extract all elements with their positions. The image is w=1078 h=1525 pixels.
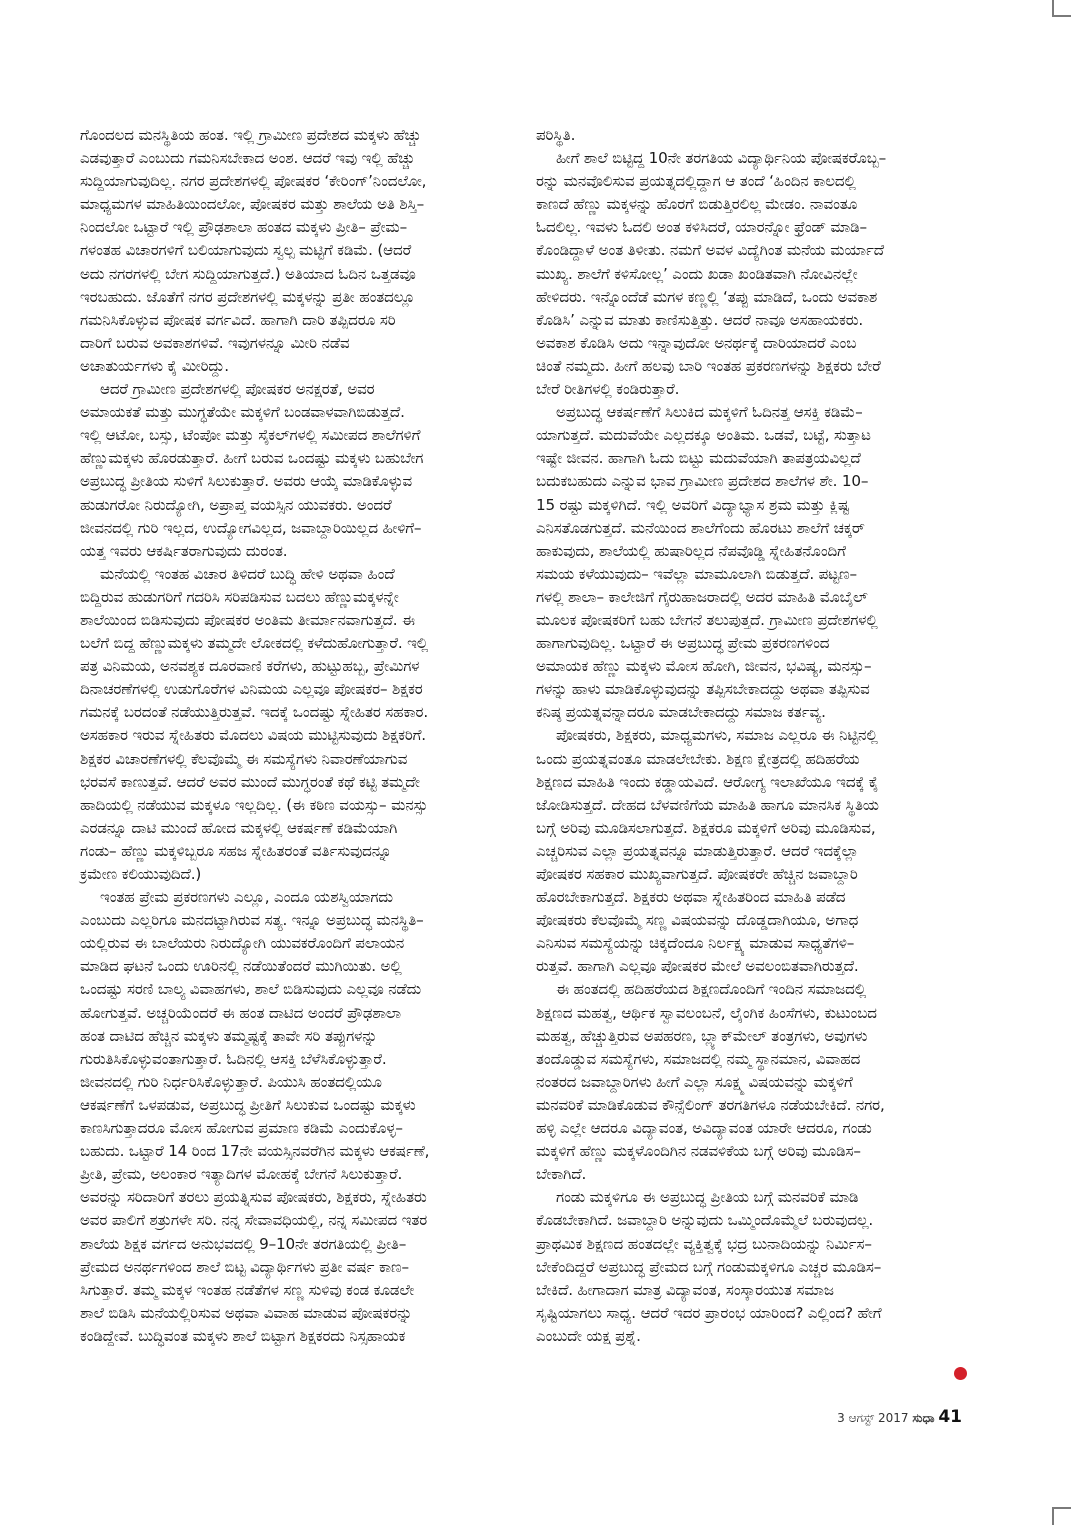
text-line: ಗೊಂದಲದ ಮನಸ್ಥಿತಿಯ ಹಂತ. ಇಲ್ಲಿ ಗ್ರಾಮೀಣ ಪ್ರದೇಶದ ಮಕ್ಕಳು ಹೆಚ್ಚು [80, 126, 422, 144]
text-line: ಎನಿಸತೊಡಗುತ್ತದೆ. ಮನೆಯಿಂದ ಶಾಲೆಗೆಂದು ಹೊರಟು ಶಾಲೆಗೆ ಚಕ್ಕರ್ [536, 518, 865, 537]
text-line: ಪ್ರಾಥಮಿಕ ಶಿಕ್ಷಣದ ಹಂತದಲ್ಲೇ ವ್ಯಕ್ತಿತ್ವಕ್ಕೆ ಭದ್ರ ಬುನಾದಿಯನ್ನು ನಿರ್ಮಿಸ– [536, 1234, 872, 1253]
text-line: ಶಿಕ್ಷಣದ ಮಹತ್ವ, ಆರ್ಥಿಕ ಸ್ವಾವಲಂಬನೆ, ಲೈಂಗಿಕ ಹಿಂಸೆಗಳು, ಕುಟುಂಬದ [536, 1003, 877, 1022]
text-line: ಎಚ್ಚರಿಸುವ ಎಲ್ಲಾ ಪ್ರಯತ್ನವನ್ನೂ ಮಾಡುತ್ತಿರುತ್ತಾರೆ. ಆದರೆ ಇದಕ್ಕೆಲ್ಲಾ [536, 841, 859, 860]
text-line: ನಂತರದ ಜವಾಬ್ದಾರಿಗಳು ಹೀಗೆ ಎಲ್ಲಾ ಸೂಕ್ಷ್ಮ ವಿಷಯವನ್ನು ಮಕ್ಕಳಿಗೆ [536, 1072, 853, 1091]
text-line: ಪೋಷಕರು, ಶಿಕ್ಷಕರು, ಮಾಧ್ಯಮಗಳು, ಸಮಾಜ ಎಲ್ಲರೂ ಈ ನಿಟ್ಟಿನಲ್ಲಿ [556, 726, 878, 745]
text-line: 15 ರಷ್ಟು ಮಕ್ಕಳಿಗಿದೆ. ಇಲ್ಲಿ ಅವರಿಗೆ ವಿದ್ಯಾಭ್ಯಾಸ ಶ್ರಮ ಮತ್ತು ಕ್ಲಿಷ್ಟ [536, 495, 850, 514]
text-line: ಯತ್ತ ಇವರು ಆಕರ್ಷಿತರಾಗುವುದು ದುರಂತ. [80, 541, 288, 560]
text-line: ಮುಖ್ಯ. ಶಾಲೆಗೆ ಕಳಿಸೋಲ್ಲ’ ಎಂದು ಖಡಾ ಖಂಡಿತವಾಗಿ ನೋವಿನಲ್ಲೇ [536, 264, 858, 283]
text-line: ಮಹತ್ವ, ಹೆಚ್ಚುತ್ತಿರುವ ಅಪಹರಣ, ಬ್ಲ್ಯಾಕ್‌ಮೇಲ್ ತಂತ್ರಗಳು, ಅವುಗಳು [536, 1026, 868, 1045]
crop-mark-bottom-right-vertical [1052, 1507, 1054, 1525]
text-line: ಗಮನಕ್ಕೆ ಬರದಂತೆ ನಡೆಯುತ್ತಿರುತ್ತವೆ. ಇದಕ್ಕೆ ಒಂದಷ್ಟು ಸ್ನೇಹಿತರ ಸಹಕಾರ. [80, 703, 428, 722]
text-line: ಶಿಕ್ಷಣದ ಮಾಹಿತಿ ಇಂದು ಕಡ್ಡಾಯವಿದೆ. ಆರೋಗ್ಯ ಇಲಾಖೆಯೂ ಇದಕ್ಕೆ ಕೈ [536, 772, 879, 791]
text-line: ಪೋಷಕರ ಸಹಕಾರ ಮುಖ್ಯವಾಗುತ್ತದೆ. ಪೋಷಕರೇ ಹೆಚ್ಚಿನ ಜವಾಬ್ದಾರಿ [536, 865, 858, 883]
text-line: ಹೇಳಿದರು. ಇನ್ನೊಂದೆಡೆ ಮಗಳ ಕಣ್ಣಲ್ಲಿ ‘ತಪ್ಪು ಮಾಡಿದೆ, ಒಂದು ಅವಕಾಶ [536, 287, 878, 306]
text-line: ಕಾಣಸಿಗುತ್ತಾದರೂ ಮೋಸ ಹೋಗುವ ಪ್ರಮಾಣ ಕಡಿಮೆ ಎಂದುಕೊಳ್ಳ– [80, 1119, 403, 1138]
text-line: ಸಿಗುತ್ತಾರೆ. ತಮ್ಮ ಮಕ್ಕಳ ಇಂತಹ ನಡೆತೆಗಳ ಸಣ್ಣ ಸುಳಿವು ಕಂಡ ಕೂಡಲೇ [80, 1280, 415, 1299]
text-line: ಹುಡುಗರೋ ನಿರುದ್ಯೋಗಿ, ಅಪ್ರಾಪ್ತ ವಯಸ್ಸಿನ ಯುವಕರು. ಅಂದರೆ [80, 495, 392, 514]
text-line: ದಾರಿಗೆ ಬರುವ ಅವಕಾಶಗಳಿವೆ. ಇವುಗಳನ್ನೂ ಮೀರಿ ನಡೆವ [80, 333, 350, 352]
text-line: ಬೇರೆ ರೀತಿಗಳಲ್ಲಿ ಕಂಡಿರುತ್ತಾರೆ. [536, 380, 680, 399]
text-line: ಗಳಲ್ಲಿ ಶಾಲಾ– ಕಾಲೇಜಿಗೆ ಗೈರುಹಾಜರಾದಲ್ಲಿ ಅದರ ಮಾಹಿತಿ ಮೊಬೈಲ್ [536, 587, 868, 606]
text-line: ಜೀವನದಲ್ಲಿ ಗುರಿ ಇಲ್ಲದ, ಉದ್ಯೋಗವಿಲ್ಲದ, ಜವಾಬ್ದಾರಿಯಿಲ್ಲದ ಹೀಳಿಗೆ– [80, 518, 422, 537]
text-line: ಅಪ್ರಬುದ್ಧ ಪ್ರೀತಿಯ ಸುಳಿಗೆ ಸಿಲುಕುತ್ತಾರೆ. ಅವರು ಆಯ್ಕೆ ಮಾಡಿಕೊಳ್ಳುವ [80, 472, 413, 491]
text-line: ಶಾಲೆಯಿಂದ ಬಿಡಿಸುವುದು ಪೋಷಕರ ಅಂತಿಮ ತೀರ್ಮಾನವಾಗುತ್ತದೆ. ಈ [80, 610, 416, 629]
text-line: ಪತ್ರ ವಿನಿಮಯ, ಅನವಶ್ಯಕ ದೂರವಾಣಿ ಕರೆಗಳು, ಹುಟ್ಟುಹಬ್ಬ, ಪ್ರೇಮಿಗಳ [80, 657, 420, 676]
text-line: ಬಗ್ಗೆ ಅರಿವು ಮೂಡಿಸಲಾಗುತ್ತದೆ. ಶಿಕ್ಷಕರೂ ಮಕ್ಕಳಿಗೆ ಅರಿವು ಮೂಡಿಸುವ, [536, 818, 876, 837]
text-line: ತಂದೊಡ್ಡುವ ಸಮಸ್ಯೆಗಳು, ಸಮಾಜದಲ್ಲಿ ನಮ್ಮ ಸ್ಥಾನಮಾನ, ವಿವಾಹದ [536, 1049, 861, 1068]
text-line: ಹೋಗುತ್ತವೆ. ಅಚ್ಚರಿಯೆಂದರೆ ಈ ಹಂತ ದಾಟಿದ ಅಂದರೆ ಪ್ರೌಢಶಾಲಾ [80, 1003, 401, 1022]
page-footer [837, 1407, 962, 1427]
article-column-right [536, 124, 968, 1348]
text-line: ಇಷ್ಟೇ ಜೀವನ. ಹಾಗಾಗಿ ಓದು ಬಿಟ್ಟು ಮದುವೆಯಾಗಿ ತಾಪತ್ರಯವಿಲ್ಲದೆ [536, 449, 861, 468]
text-line: ಮನವರಿಕೆ ಮಾಡಿಕೊಡುವ ಕೌನ್ಸೆಲಿಂಗ್ ತರಗತಿಗಳೂ ನಡೆಯಬೇಕಿದೆ. ನಗರ, [536, 1095, 885, 1114]
text-line: ಅವಕಾಶ ಕೊಡಿಸಿ ಅದು ಇನ್ನಾವುದೋ ಅನರ್ಥಕ್ಕೆ ದಾರಿಯಾದರೆ ಎಂಬ [536, 333, 857, 352]
crop-mark-top-right-horizontal [1052, 15, 1071, 17]
text-line: ಬಹುದು. ಒಟ್ಟಾರೆ 14 ರಿಂದ 17ನೇ ವಯಸ್ಸಿನವರೆಗಿನ ಮಕ್ಕಳು ಆಕರ್ಷಣೆ, [80, 1142, 430, 1161]
text-line: ಮೂಲಕ ಪೋಷಕರಿಗೆ ಬಹು ಬೇಗನೆ ತಲುಪುತ್ತದೆ. ಗ್ರಾಮೀಣ ಪ್ರದೇಶಗಳಲ್ಲಿ [536, 610, 878, 629]
text-line: ಜೋಡಿಸುತ್ತದೆ. ದೇಹದ ಬೆಳವಣಿಗೆಯ ಮಾಹಿತಿ ಹಾಗೂ ಮಾನಸಿಕ ಸ್ಥಿತಿಯ [536, 795, 879, 814]
text-line: ಶಾಲೆ ಬಿಡಿಸಿ ಮನೆಯಲ್ಲಿರಿಸುವ ಅಥವಾ ವಿವಾಹ ಮಾಡುವ ಪೋಷಕರನ್ನು [80, 1303, 413, 1322]
text-line: ಹಾಕುವುದು, ಶಾಲೆಯಲ್ಲಿ ಹುಷಾರಿಲ್ಲದ ನೆಪವೊಡ್ಡಿ ಸ್ನೇಹಿತನೊಂದಿಗೆ [536, 541, 846, 560]
text-line: ಯಲ್ಲಿರುವ ಈ ಬಾಲೆಯರು ನಿರುದ್ಯೋಗಿ ಯುವಕರೊಂದಿಗೆ ಪಲಾಯನ [80, 934, 405, 953]
text-line: ಅದು ನಗರಗಳಲ್ಲಿ ಬೇಗ ಸುದ್ದಿಯಾಗುತ್ತದೆ.) ಅತಿಯಾದ ಓದಿನ ಒತ್ತಡವೂ [80, 264, 416, 283]
end-of-article-dot-icon [954, 1367, 967, 1380]
text-line: ಈ ಹಂತದಲ್ಲಿ ಹದಿಹರೆಯದ ಶಿಕ್ಷಣದೊಂದಿಗೆ ಇಂದಿನ ಸಮಾಜದಲ್ಲಿ [556, 980, 867, 999]
text-line: ಮಕ್ಕಳಿಗೆ ಹೆಣ್ಣು ಮಕ್ಕಳೊಂದಿಗಿನ ನಡವಳಿಕೆಯ ಬಗ್ಗೆ ಅರಿವು ಮೂಡಿಸ– [536, 1142, 861, 1161]
text-line: ಹೊರಬೇಕಾಗುತ್ತದೆ. ಶಿಕ್ಷಕರು ಅಥವಾ ಸ್ನೇಹಿತರಿಂದ ಮಾಹಿತಿ ಪಡೆದ [536, 888, 846, 907]
text-line: ಪೋಷಕರು ಕೆಲವೊಮ್ಮೆ ಸಣ್ಣ ವಿಷಯವನ್ನು ದೊಡ್ಡದಾಗಿಯೂ, ಅಗಾಧ [536, 911, 859, 930]
text-line: ಗಂಡು– ಹೆಣ್ಣು ಮಕ್ಕಳಿಬ್ಬರೂ ಸಹಜ ಸ್ನೇಹಿತರಂತೆ ವರ್ತಿಸುವುದನ್ನೂ [80, 841, 392, 860]
article-column-left [80, 124, 516, 1348]
text-line: ಗಳಂತಹ ವಿಚಾರಗಳಿಗೆ ಬಲಿಯಾಗುವುದು ಸ್ವಲ್ಪ ಮಟ್ಟಿಗೆ ಕಡಿಮೆ. (ಆದರೆ [80, 241, 412, 260]
text-line: ಕ್ರಮೇಣ ಕಲಿಯುವುದಿದೆ.) [80, 865, 202, 883]
text-line: ಯಾಗುತ್ತದೆ. ಮದುವೆಯೇ ಎಲ್ಲದಕ್ಕೂ ಅಂತಿಮ. ಒಡವೆ, ಬಟ್ಟೆ, ಸುತ್ತಾಟ [536, 426, 871, 445]
text-line: ಹಂತ ದಾಟಿದ ಹೆಚ್ಚಿನ ಮಕ್ಕಳು ತಮ್ಮಷ್ಟಕ್ಕೆ ತಾವೇ ಸರಿ ತಪ್ಪುಗಳನ್ನು [80, 1026, 378, 1045]
text-line: ಅಪ್ರಬುದ್ಧ ಆಕರ್ಷಣೆಗೆ ಸಿಲುಕಿದ ಮಕ್ಕಳಿಗೆ ಓದಿನತ್ತ ಆಸಕ್ತಿ ಕಡಿಮೆ– [556, 403, 863, 422]
text-line: ಓದಲಿಲ್ಲ. ಇವಳು ಓದಲಿ ಅಂತ ಕಳಿಸಿದರೆ, ಯಾರನ್ನೋ ಫ್ರೆಂಡ್ ಮಾಡಿ– [536, 218, 867, 237]
footer-page-number: 41 [938, 1407, 962, 1427]
text-line: ಹಾಗಾಗುವುದಿಲ್ಲ. ಒಟ್ಟಾರೆ ಈ ಅಪ್ರಬುದ್ಧ ಪ್ರೇಮ ಪ್ರಕರಣಗಳಿಂದ [536, 634, 830, 653]
text-line: ಅಮಾಯಕ ಹೆಣ್ಣು ಮಕ್ಕಳು ಮೋಸ ಹೋಗಿ, ಜೀವನ, ಭವಿಷ್ಯ, ಮನಸ್ಸು– [536, 657, 872, 676]
text-line: ಎಡವುತ್ತಾರೆ ಎಂಬುದು ಗಮನಿಸಬೇಕಾದ ಅಂಶ. ಆದರೆ ಇವು ಇಲ್ಲಿ ಹೆಚ್ಚು [80, 149, 415, 168]
text-line: ಹೆಣ್ಣುಮಕ್ಕಳು ಹೊರಡುತ್ತಾರೆ. ಹೀಗೆ ಬರುವ ಒಂದಷ್ಟು ಮಕ್ಕಳು ಬಹುಬೇಗ [80, 449, 424, 468]
text-line: ಮಾಡಿದ ಘಟನೆ ಒಂದು ಊರಿನಲ್ಲಿ ನಡೆಯಿತೆಂದರೆ ಮುಗಿಯಿತು. ಅಲ್ಲಿ [80, 957, 402, 976]
text-line: ಗಳನ್ನು ಹಾಳು ಮಾಡಿಕೊಳ್ಳುವುದನ್ನು ತಪ್ಪಿಸಬೇಕಾದದ್ದು ಅಥವಾ ತಪ್ಪಿಸುವ [536, 680, 870, 699]
text-line: ಪ್ರೀತಿ, ಪ್ರೇಮ, ಅಲಂಕಾರ ಇತ್ಯಾದಿಗಳ ಮೋಹಕ್ಕೆ ಬೇಗನೆ ಸಿಲುಕುತ್ತಾರೆ. [80, 1165, 403, 1184]
text-line: ಗುರುತಿಸಿಕೊಳ್ಳುವಂತಾಗುತ್ತಾರೆ. ಓದಿನಲ್ಲಿ ಆಸಕ್ತಿ ಬೆಳೆಸಿಕೊಳ್ಳುತ್ತಾರೆ. [80, 1049, 387, 1068]
text-line: ಬೇಕಿದೆ. ಹೀಗಾದಾಗ ಮಾತ್ರ ವಿದ್ಯಾವಂತ, ಸಂಸ್ಕಾರಯುತ ಸಮಾಜ [536, 1280, 834, 1299]
text-line: ಪರಿಸ್ಥಿತಿ. [536, 126, 576, 144]
text-line: ಹಳ್ಳಿ ಎಲ್ಲೇ ಆದರೂ ವಿದ್ಯಾವಂತ, ಅವಿದ್ಯಾವಂತ ಯಾರೇ ಆದರೂ, ಗಂಡು [536, 1119, 872, 1138]
crop-mark-bottom-right-horizontal [1052, 1507, 1071, 1509]
text-line: ಅಮಾಯಕತೆ ಮತ್ತು ಮುಗ್ಧತೆಯೇ ಮಕ್ಕಳಿಗೆ ಬಂಡವಾಳವಾಗಿಬಿಡುತ್ತದೆ. [80, 403, 405, 422]
text-line: ಬಿದ್ದಿರುವ ಹುಡುಗರಿಗೆ ಗದರಿಸಿ ಸರಿಪಡಿಸುವ ಬದಲು ಹೆಣ್ಣುಮಕ್ಕಳನ್ನೇ [80, 587, 399, 606]
text-line: ಬಲೆಗೆ ಬಿದ್ದ ಹೆಣ್ಣುಮಕ್ಕಳು ತಮ್ಮದೇ ಲೋಕದಲ್ಲಿ ಕಳೆದುಹೋಗುತ್ತಾರೆ. ಇಲ್ಲಿ [80, 634, 429, 653]
text-line: ಎಂಬುದೇ ಯಕ್ಷ ಪ್ರಶ್ನೆ. [536, 1326, 641, 1345]
text-line: ಬೇಕಾಗಿದೆ. [536, 1165, 587, 1184]
text-line: ಜೀವನದಲ್ಲಿ ಗುರಿ ನಿರ್ಧರಿಸಿಕೊಳ್ಳುತ್ತಾರೆ. ಪಿಯುಸಿ ಹಂತದಲ್ಲಿಯೂ [80, 1072, 382, 1091]
text-line: ಅವರನ್ನು ಸರಿದಾರಿಗೆ ತರಲು ಪ್ರಯತ್ನಿಸುವ ಪೋಷಕರು, ಶಿಕ್ಷಕರು, ಸ್ನೇಹಿತರು [80, 1188, 427, 1207]
text-line: ಬೇಕೆಂದಿದ್ದರೆ ಅಪ್ರಬುದ್ಧ ಪ್ರೇಮದ ಬಗ್ಗೆ ಗಂಡುಮಕ್ಕಳಿಗೂ ಎಚ್ಚರ ಮೂಡಿಸ– [536, 1257, 882, 1276]
text-line: ಶಾಲೆಯ ಶಿಕ್ಷಕ ವರ್ಗದ ಅನುಭವದಲ್ಲಿ 9–10ನೇ ತರಗತಿಯಲ್ಲಿ ಪ್ರೀತಿ– [80, 1234, 407, 1253]
text-line: ಕೊಡಬೇಕಾಗಿದೆ. ಜವಾಬ್ದಾರಿ ಅನ್ನುವುದು ಒಮ್ಮಿಂದೊಮ್ಮೆಲೆ ಬರುವುದಲ್ಲ. [536, 1211, 874, 1230]
text-line: ಎಂಬುದು ಎಲ್ಲರಿಗೂ ಮನದಟ್ಟಾಗಿರುವ ಸತ್ಯ. ಇನ್ನೂ ಅಪ್ರಬುದ್ಧ ಮನಸ್ಥಿತಿ– [80, 911, 424, 930]
text-line: ನಿಂದಲೋ ಒಟ್ಟಾರೆ ಇಲ್ಲಿ ಪ್ರೌಢಶಾಲಾ ಹಂತದ ಮಕ್ಕಳು ಪ್ರೀತಿ– ಪ್ರೇಮ– [80, 218, 408, 237]
text-line: ಇಲ್ಲಿ ಆಟೋ, ಬಸ್ಸು, ಟೆಂಪೋ ಮತ್ತು ಸೈಕಲ್‌ಗಳಲ್ಲಿ ಸಮೀಪದ ಶಾಲೆಗಳಿಗೆ [80, 426, 421, 445]
text-line: ಗಮನಿಸಿಕೊಳ್ಳುವ ಪೋಷಕ ವರ್ಗವಿದೆ. ಹಾಗಾಗಿ ದಾರಿ ತಪ್ಪಿದರೂ ಸರಿ [80, 310, 396, 329]
text-line: ಹೀಗೆ ಶಾಲೆ ಬಿಟ್ಟಿದ್ದ 10ನೇ ತರಗತಿಯ ವಿದ್ಯಾರ್ಥಿನಿಯ ಪೋಷಕರೊಬ್ಬ– [556, 149, 886, 168]
text-line: ಎನಿಸುವ ಸಮಸ್ಯೆಯನ್ನು ಚಿಕ್ಕದೆಂದೂ ನಿರ್ಲಕ್ಷ್ಯ ಮಾಡುವ ಸಾಧ್ಯತೆಗಳಿ– [536, 934, 855, 953]
text-line: ಕನಿಷ್ಠ ಪ್ರಯತ್ನವನ್ನಾದರೂ ಮಾಡಬೇಕಾದದ್ದು ಸಮಾಜ ಕರ್ತವ್ಯ. [536, 703, 826, 722]
footer-magazine-name: ಸುಧಾ [912, 1411, 935, 1425]
text-line: ಅಚಾತುರ್ಯಗಳು ಕೈ ಮೀರಿದ್ದು. [80, 356, 229, 375]
text-line: ಮಾಧ್ಯಮಗಳ ಮಾಹಿತಿಯಿಂದಲೋ, ಪೋಷಕರ ಮತ್ತು ಶಾಲೆಯ ಅತಿ ಶಿಸ್ತಿ– [80, 195, 425, 214]
text-line: ಮನೆಯಲ್ಲಿ ಇಂತಹ ವಿಚಾರ ತಿಳಿದರೆ ಬುದ್ಧಿ ಹೇಳಿ ಅಥವಾ ಹಿಂದೆ [100, 564, 395, 583]
text-line: ಎರಡನ್ನೂ ದಾಟಿ ಮುಂದೆ ಹೋದ ಮಕ್ಕಳಲ್ಲಿ ಆಕರ್ಷಣೆ ಕಡಿಮೆಯಾಗಿ [80, 818, 398, 837]
text-line: ಗಂಡು ಮಕ್ಕಳಿಗೂ ಈ ಅಪ್ರಬುದ್ಧ ಪ್ರೀತಿಯ ಬಗ್ಗೆ ಮನವರಿಕೆ ಮಾಡಿ [556, 1188, 859, 1207]
text-line: ಅಸಹಕಾರ ಇರುವ ಸ್ನೇಹಿತರು ಮೊದಲು ವಿಷಯ ಮುಟ್ಟಿಸುವುದು ಶಿಕ್ಷಕರಿಗೆ. [80, 726, 426, 745]
text-line: ಸುದ್ದಿಯಾಗುವುದಿಲ್ಲ. ನಗರ ಪ್ರದೇಶಗಳಲ್ಲಿ ಪೋಷಕರ ‘ಕೇರಿಂಗ್’ನಿಂದಲೋ, [80, 172, 427, 191]
text-line: ಕೊಂಡಿದ್ದಾಳೆ ಅಂತ ತಿಳೀತು. ನಮಗೆ ಅವಳ ವಿದ್ಯೆಗಿಂತ ಮನೆಯ ಮರ್ಯಾದೆ [536, 241, 884, 260]
text-line: ದಿನಾಚರಣೆಗಳಲ್ಲಿ ಉಡುಗೊರೆಗಳ ವಿನಿಮಯ ಎಲ್ಲವೂ ಪೋಷಕರ– ಶಿಕ್ಷಕರ [80, 680, 423, 699]
text-line: ಚಿಂತೆ ನಮ್ಮದು. ಹೀಗೆ ಹಲವು ಬಾರಿ ಇಂತಹ ಪ್ರಕರಣಗಳನ್ನು ಶಿಕ್ಷಕರು ಬೇರೆ [536, 356, 881, 375]
text-line: ಆದರೆ ಗ್ರಾಮೀಣ ಪ್ರದೇಶಗಳಲ್ಲಿ ಪೋಷಕರ ಅನಕ್ಷರತೆ, ಅವರ [100, 380, 375, 399]
text-line: ರನ್ನು ಮನವೊಲಿಸುವ ಪ್ರಯತ್ನದಲ್ಲಿದ್ದಾಗ ಆ ತಂದೆ ‘ಹಿಂದಿನ ಕಾಲದಲ್ಲಿ [536, 172, 856, 191]
text-line: ಅವರ ಪಾಲಿಗೆ ಶತ್ರುಗಳೇ ಸರಿ. ನನ್ನ ಸೇವಾವಧಿಯಲ್ಲಿ, ನನ್ನ ಸಮೀಪದ ಇತರ [80, 1211, 428, 1230]
text-line: ಹಾದಿಯಲ್ಲಿ ನಡೆಯುವ ಮಕ್ಕಳೂ ಇಲ್ಲದಿಲ್ಲ. (ಈ ಕಠಿಣ ವಯಸ್ಸು– ಮನಸ್ಸು [80, 795, 428, 814]
text-line: ಆಕರ್ಷಣೆಗೆ ಒಳಪಡುವ, ಅಪ್ರಬುದ್ಧ ಪ್ರೀತಿಗೆ ಸಿಲುಕುವ ಒಂದಷ್ಟು ಮಕ್ಕಳು [80, 1095, 416, 1114]
text-line: ಇರಬಹುದು. ಜೊತೆಗೆ ನಗರ ಪ್ರದೇಶಗಳಲ್ಲಿ ಮಕ್ಕಳನ್ನು ಪ್ರತೀ ಹಂತದಲ್ಲೂ [80, 287, 415, 306]
text-line: ರುತ್ತವೆ. ಹಾಗಾಗಿ ಎಲ್ಲವೂ ಪೋಷಕರ ಮೇಲೆ ಅವಲಂಬಿತವಾಗಿರುತ್ತದೆ. [536, 957, 859, 976]
footer-date: 3 ಆಗಸ್ಟ್ 2017 [837, 1411, 909, 1425]
text-line: ಸೃಷ್ಟಿಯಾಗಲು ಸಾಧ್ಯ. ಆದರೆ ಇದರ ಪ್ರಾರಂಭ ಯಾರಿಂದ? ಎಲ್ಲಿಂದ? ಹೇಗೆ [536, 1303, 882, 1322]
text-line: ಸಮಯ ಕಳೆಯುವುದು– ಇವೆಲ್ಲಾ ಮಾಮೂಲಾಗಿ ಬಿಡುತ್ತದೆ. ಪಟ್ಟಣ– [536, 564, 857, 583]
text-line: ಶಿಕ್ಷಕರ ವಿಚಾರಣೆಗಳಲ್ಲಿ ಕೆಲವೊಮ್ಮೆ ಈ ಸಮಸ್ಯೆಗಳು ನಿವಾರಣೆಯಾಗುವ [80, 749, 408, 768]
text-line: ಒಂದು ಪ್ರಯತ್ನವಂತೂ ಮಾಡಲೇಬೇಕು. ಶಿಕ್ಷಣ ಕ್ಷೇತ್ರದಲ್ಲಿ ಹದಿಹರೆಯ [536, 749, 860, 768]
text-line: ಬದುಕಬಹುದು ಎನ್ನುವ ಭಾವ ಗ್ರಾಮೀಣ ಪ್ರದೇಶದ ಶಾಲೆಗಳ ಶೇ. 10– [536, 472, 869, 491]
text-line: ಭರವಸೆ ಕಾಣುತ್ತವೆ. ಆದರೆ ಅವರ ಮುಂದೆ ಮುಗ್ಧರಂತೆ ಕಥೆ ಕಟ್ಟಿ ತಮ್ಮದೇ [80, 772, 420, 791]
text-line: ಕೊಡಿಸಿ’ ಎನ್ನುವ ಮಾತು ಕಾಣಿಸುತ್ತಿತ್ತು. ಆದರೆ ನಾವೂ ಅಸಹಾಯಕರು. [536, 310, 864, 329]
text-line: ಕಂಡಿದ್ದೇವೆ. ಬುದ್ಧಿವಂತ ಮಕ್ಕಳು ಶಾಲೆ ಬಿಟ್ಟಾಗ ಶಿಕ್ಷಕರದು ನಿಸ್ಸಹಾಯಕ [80, 1326, 406, 1345]
text-line: ಒಂದಷ್ಟು ಸರಣಿ ಬಾಲ್ಯ ವಿವಾಹಗಳು, ಶಾಲೆ ಬಿಡಿಸುವುದು ಎಲ್ಲವೂ ನಡೆದು [80, 980, 422, 999]
text-line: ಇಂತಹ ಪ್ರೇಮ ಪ್ರಕರಣಗಳು ಎಲ್ಲೂ, ಎಂದೂ ಯಶಸ್ವಿಯಾಗದು [100, 888, 393, 907]
text-line: ಪ್ರೇಮದ ಅನರ್ಥಗಳಿಂದ ಶಾಲೆ ಬಿಟ್ಟ ವಿದ್ಯಾರ್ಥಿಗಳು ಪ್ರತೀ ವರ್ಷ ಕಾಣ– [80, 1257, 409, 1276]
text-line: ಕಾಣದೆ ಹೆಣ್ಣು ಮಕ್ಕಳನ್ನು ಹೊರಗೆ ಬಿಡುತ್ತಿರಲಿಲ್ಲ ಮೇಡಂ. ನಾವಂತೂ [536, 195, 858, 214]
